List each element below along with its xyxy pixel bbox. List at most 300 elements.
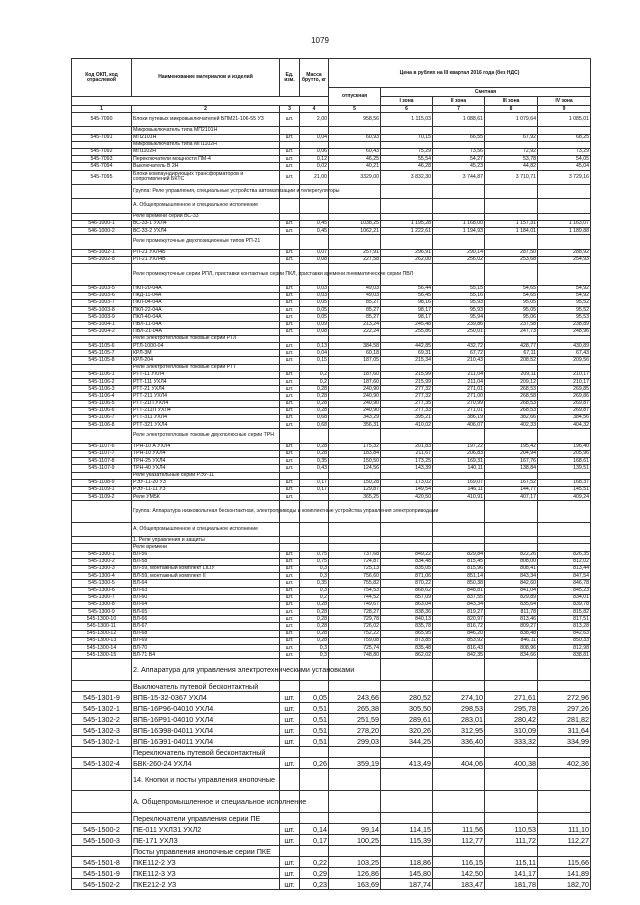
empty-cell [381,364,433,371]
cell-mass: 0,28 [300,616,329,623]
header-name: Наименование материалов и изделий [132,59,280,97]
cell-unit: шт. [280,609,300,616]
cell-zone1: 862,02 [381,652,433,659]
cell-zone4: 813,44 [538,565,591,572]
empty-cell [300,335,329,342]
empty-cell [280,747,300,758]
empty-cell [381,141,433,148]
cell-release-price: 755,82 [329,580,381,587]
table-row [72,703,591,714]
cell-zone4: 842,63 [538,630,591,637]
cell-release-price: 60,18 [329,350,381,357]
cell-zone4: 402,36 [538,758,591,769]
cell-zone3: 53,78 [485,156,538,163]
cell-mass: 0,51 [300,725,329,736]
cell-zone1: 187,74 [381,879,433,890]
cell-zone2: 206,83 [433,450,485,457]
cell-unit: шт. [280,645,300,652]
cell-mass: 0,28 [300,637,329,644]
cell-mass: 0,09 [300,321,329,328]
cell-mass: 0,03 [300,285,329,292]
empty-cell [485,544,538,551]
empty-cell [329,791,381,813]
cell-code: 545-1003-6 [72,292,132,299]
section-row [72,501,591,523]
cell-code: 545-1003-8 [72,307,132,314]
table-row [72,400,591,407]
cell-zone1: 46,28 [381,163,433,170]
cell-zone2: 820,97 [433,616,485,623]
cell-code: 545-1109-2 [72,494,132,501]
cell-mass: 0,2 [300,379,329,386]
cell-zone4: 168,61 [538,458,591,465]
empty-cell [381,544,433,551]
cell-zone3: 841,04 [485,587,538,594]
cell-code: 545-1107-6 [72,443,132,450]
cell-mass: 0,35 [300,580,329,587]
cell-name: ВЛ-67 [132,623,280,630]
cell-zone3: 209,11 [485,371,538,378]
cell-name: Блоки компаундирующих трансформаторов и сопротивлений БКТС [132,170,280,184]
cell-zone3: 1 157,31 [485,220,538,227]
cell-code: 545-1300-12 [72,630,132,637]
cell-code: 545-1300-8 [72,601,132,608]
cell-name: РТТ-21 УХЛ4 [132,386,280,393]
empty-cell [538,199,591,213]
cell-zone3: 208,52 [485,357,538,364]
cell-code: 545-1300-5 [72,580,132,587]
cell-code: 545-1300-2 [72,558,132,565]
section-code-cell [72,429,132,443]
cell-name: ВЛ-66 [132,616,280,623]
cell-code: 545-1108-9 [72,479,132,486]
empty-cell [300,213,329,220]
cell-zone1: 149,54 [381,486,433,493]
cell-zone1: 280,52 [381,692,433,703]
section-code-cell [72,364,132,371]
cell-unit: шт. [280,824,300,835]
cell-unit: шт. [280,228,300,235]
cell-zone1: 3 832,30 [381,170,433,184]
table-row [72,393,591,400]
cell-release-price: 265,38 [329,703,381,714]
cell-zone3: 54,65 [485,285,538,292]
cell-unit: шт. [280,652,300,659]
cell-zone4: 430,89 [538,343,591,350]
empty-cell [329,141,381,148]
table-row [72,879,591,890]
cell-name: ВПБ-16Р91-04010 УХЛ4 [132,714,280,725]
cell-zone1: 344,25 [381,736,433,747]
cell-mass: 0,28 [300,386,329,393]
cell-zone2: 837,55 [433,594,485,601]
header-estimate: Сметная [381,88,591,97]
cell-zone1: 56,45 [381,292,433,299]
table-row [72,156,591,163]
cell-zone2: 239,86 [433,321,485,328]
empty-cell [329,747,381,758]
cell-zone3: 209,12 [485,379,538,386]
cell-zone1: 215,99 [381,371,433,378]
section-row [72,235,591,249]
section-title: Микровыключатель типа МП2101Н [132,127,280,134]
cell-release-price: 1062,21 [329,228,381,235]
empty-cell [538,501,591,523]
table-row [72,285,591,292]
empty-cell [280,335,300,342]
cell-unit: шт. [280,857,300,868]
table-row [72,357,591,364]
cell-zone1: 1 195,28 [381,220,433,227]
cell-release-price: 129,87 [329,486,381,493]
table-row [72,630,591,637]
cell-zone1: 75,29 [381,148,433,155]
empty-cell [433,659,485,681]
cell-mass: 0,3 [300,565,329,572]
table-row [72,573,591,580]
empty-cell [538,264,591,286]
table-row [72,486,591,493]
empty-cell [300,769,329,791]
cell-code: 545-7092 [72,148,132,155]
cell-zone3: 809,27 [485,623,538,630]
cell-zone3: 181,78 [485,879,538,890]
section-title: Реле промежуточные серии РПЛ, приставки контактные серии ПКЛ, приставки времени пневматические серии ПВЛ [132,264,280,286]
cell-mass: 0,05 [300,692,329,703]
empty-cell [433,681,485,692]
cell-name: ПКЕ112-2 УЗ [132,857,280,868]
cell-unit: шт. [280,357,300,364]
table-row [72,637,591,644]
cell-zone2: 169,07 [433,479,485,486]
empty-cell [280,141,300,148]
cell-zone2: 142,50 [433,868,485,879]
empty-cell [280,364,300,371]
cell-code: 545-1501-8 [72,857,132,868]
empty-cell [485,141,538,148]
cell-unit: шт. [280,328,300,335]
table-row [72,458,591,465]
cell-release-price: 40,21 [329,163,381,170]
cell-release-price: 49,03 [329,292,381,299]
section-row [72,472,591,479]
cell-unit: шт. [280,113,300,127]
cell-release-price: 365,25 [329,494,381,501]
section-title: 2. Аппаратура для управления электротехническими установками [132,659,280,681]
cell-release-price: 213,24 [329,321,381,328]
cell-zone1: 215,34 [381,357,433,364]
cell-release-price: 278,20 [329,725,381,736]
cell-mass: 0,22 [300,857,329,868]
cell-name: РП-21 УХЛ4Б [132,249,280,256]
cell-zone4: 141,89 [538,868,591,879]
empty-cell [485,537,538,544]
cell-zone4: 210,17 [538,379,591,386]
cell-zone2: 842,35 [433,652,485,659]
cell-zone4: 95,52 [538,299,591,306]
cell-zone1: 840,13 [381,616,433,623]
cell-code: 545-1004-2 [72,328,132,335]
cell-code: 545-1003-5 [72,285,132,292]
cell-name: ПКЛ-22-04А [132,307,280,314]
section-code-cell [72,681,132,692]
cell-mass: 0,51 [300,703,329,714]
cell-zone4: 846,78 [538,580,591,587]
cell-zone2: 336,40 [433,736,485,747]
empty-cell [300,537,329,544]
table-row [72,714,591,725]
cell-mass: 0,28 [300,623,329,630]
empty-cell [538,472,591,479]
table-row [72,580,591,587]
cell-zone2: 112,77 [433,835,485,846]
empty-cell [433,335,485,342]
cell-unit: шт. [280,725,300,736]
cell-code: 545-1106-1 [72,371,132,378]
cell-zone3: 808,00 [485,558,538,565]
cell-name: РЭУ-11-11 УЗ [132,486,280,493]
cell-name: ПЕ-171 УХЛЗ [132,835,280,846]
cell-code: 545-1300-4 [72,573,132,580]
empty-cell [485,659,538,681]
empty-cell [300,429,329,443]
table-row [72,343,591,350]
cell-zone3: 268,53 [485,407,538,414]
cell-code: 545-1109-1 [72,486,132,493]
cell-zone4: 834,01 [538,594,591,601]
cell-name: ВЛ-56 [132,551,280,558]
cell-zone2: 95,93 [433,299,485,306]
empty-cell [433,213,485,220]
col-number: 3 [280,106,300,113]
cell-code: 545-1105-6 [72,343,132,350]
empty-cell [280,522,300,536]
section-row [72,537,591,544]
empty-cell [485,522,538,536]
cell-name: ПКЕ112-3 УЗ [132,868,280,879]
cell-name: РТТ-311 УХЛ4 [132,414,280,421]
cell-zone4: 311,64 [538,725,591,736]
cell-mass [300,494,329,501]
cell-zone3: 829,89 [485,594,538,601]
empty-cell [538,769,591,791]
empty-cell [300,235,329,249]
cell-release-price: 124,56 [329,465,381,472]
cell-zone3: 280,42 [485,714,538,725]
cell-zone1: 1 115,03 [381,113,433,127]
cell-mass: 21,00 [300,170,329,184]
empty-cell [433,522,485,536]
section-row [72,813,591,824]
section-title: Группа: Аппаратура низковольтная бесконтактная, электроприводы и комплектные устройства управления электроприводами [132,501,280,523]
empty-cell [433,537,485,544]
cell-mass: 0,51 [300,736,329,747]
empty-cell [300,544,329,551]
cell-zone1: 277,35 [381,400,433,407]
cell-mass: 0,28 [300,609,329,616]
cell-zone4: 839,78 [538,601,591,608]
cell-zone3: 3 710,71 [485,170,538,184]
cell-zone3: 268,53 [485,400,538,407]
cell-code: 545-1300-6 [72,587,132,594]
empty-cell [300,364,329,371]
cell-name: ПКЛ-40-04А [132,314,280,321]
cell-zone1: 115,39 [381,835,433,846]
cell-release-price: 729,78 [329,616,381,623]
table-row [72,134,591,141]
cell-zone4: 254,93 [538,256,591,263]
cell-mass: 0,04 [300,350,329,357]
cell-zone1: 320,26 [381,725,433,736]
cell-unit: шт. [280,314,300,321]
section-title: А. Общепромышленное и специальное исполнение [132,199,280,213]
section-code-cell [72,537,132,544]
cell-unit: шт. [280,594,300,601]
table-row [72,609,591,616]
cell-name: ВПБ-16Э98-04011 УХЛ4 [132,725,280,736]
cell-release-price: 99,14 [329,824,381,835]
section-row [72,199,591,213]
cell-zone2: 197,22 [433,443,485,450]
cell-code: 545-1302-1 [72,736,132,747]
cell-zone3: 67,11 [485,350,538,357]
section-title: А. Общепромышленное и специальное исполнение [132,791,280,813]
empty-cell [381,184,433,198]
cell-release-price: 725,13 [329,565,381,572]
cell-name: ВЛ-63 [132,587,280,594]
cell-code: 545-1107-8 [72,458,132,465]
cell-unit: шт. [280,494,300,501]
cell-zone4: 1 085,01 [538,113,591,127]
header-price-title: Цена в рублях на III квартал 2016 года (без НДС) [329,59,591,88]
empty-cell [538,813,591,824]
empty-cell [538,127,591,134]
empty-cell [300,747,329,758]
empty-cell [381,213,433,220]
empty-cell [329,813,381,824]
cell-name: РТТ-321 УХЛ4 [132,422,280,429]
cell-release-price: 724,87 [329,558,381,565]
section-title: Посты управления кнопочные серии ПКЕ [132,846,280,857]
cell-release-price: 240,90 [329,407,381,414]
empty-cell [280,813,300,824]
empty-cell [433,141,485,148]
table-row [72,299,591,306]
cell-zone3: 44,82 [485,163,538,170]
cell-unit: шт. [280,321,300,328]
cell-zone3: 808,96 [485,645,538,652]
cell-mass: 0,14 [300,824,329,835]
cell-mass: 0,3 [300,652,329,659]
cell-zone4: 238,89 [538,321,591,328]
empty-cell [485,235,538,249]
cell-release-price: 343,29 [329,414,381,421]
cell-unit: шт. [280,637,300,644]
cell-zone4: 269,86 [538,393,591,400]
cell-zone4: 67,43 [538,350,591,357]
section-code-cell [72,791,132,813]
table-row [72,163,591,170]
empty-cell [381,199,433,213]
empty-cell [485,681,538,692]
table-row [72,601,591,608]
table-row [72,350,591,357]
section-code-cell [72,769,132,791]
cell-zone2: 298,53 [433,703,485,714]
empty-cell [381,235,433,249]
cell-zone3: 842,60 [485,580,538,587]
section-code-cell [72,184,132,198]
cell-zone4: 269,85 [538,386,591,393]
cell-zone4: 847,54 [538,573,591,580]
table-row [72,113,591,127]
cell-zone1: 69,31 [381,350,433,357]
cell-zone2: 54,27 [433,156,485,163]
cell-name: ВЛ-58 [132,558,280,565]
cell-zone3: 268,58 [485,393,538,400]
section-title: Реле указательные серии РЭУ-11 [132,472,280,479]
cell-zone2: 55,16 [433,292,485,299]
empty-cell [329,335,381,342]
section-title: Реле времени [132,544,280,551]
cell-code: 545-1302-4 [72,758,132,769]
cell-unit: шт. [280,565,300,572]
section-row [72,846,591,857]
cell-name: РТТ-211 УХЛ4 [132,393,280,400]
cell-zone4: 139,51 [538,465,591,472]
cell-unit: шт. [280,692,300,703]
cell-unit: шт. [280,703,300,714]
empty-cell [280,846,300,857]
cell-code: 545-1107-9 [72,465,132,472]
cell-mass: 0,45 [300,228,329,235]
empty-cell [485,846,538,857]
cell-zone3: 382,66 [485,414,538,421]
cell-mass: 2,00 [300,113,329,127]
cell-zone2: 95,93 [433,307,485,314]
empty-cell [329,364,381,371]
section-title: Переключатель путевой бесконтактный [132,747,280,758]
section-code-cell [72,472,132,479]
cell-code: 545-1106-6 [72,407,132,414]
cell-mass: 0,3 [300,587,329,594]
cell-code: 545-7093 [72,156,132,163]
cell-zone1: 413,49 [381,758,433,769]
cell-zone2: 404,06 [433,758,485,769]
cell-unit: шт. [280,407,300,414]
cell-name: БВК-260-24 УХЛ4 [132,758,280,769]
cell-mass: 0,35 [300,458,329,465]
cell-zone2: 1 194,93 [433,228,485,235]
cell-zone3: 822,26 [485,551,538,558]
cell-release-price: 150,28 [329,479,381,486]
cell-zone1: 835,78 [381,623,433,630]
cell-code: 545-1302-2 [72,714,132,725]
table-row [72,623,591,630]
cell-zone3: 287,50 [485,249,538,256]
cell-zone3: 237,58 [485,321,538,328]
table-row [72,594,591,601]
cell-zone4: 54,92 [538,285,591,292]
table-row [72,307,591,314]
header-release: отпускная [329,88,381,106]
cell-zone4: 334,99 [538,736,591,747]
cell-name: РП-21 УХЛ4В [132,256,280,263]
cell-zone2: 850,38 [433,580,485,587]
col-number: 6 [381,106,433,113]
cell-release-price: 240,90 [329,393,381,400]
cell-zone1: 98,17 [381,307,433,314]
